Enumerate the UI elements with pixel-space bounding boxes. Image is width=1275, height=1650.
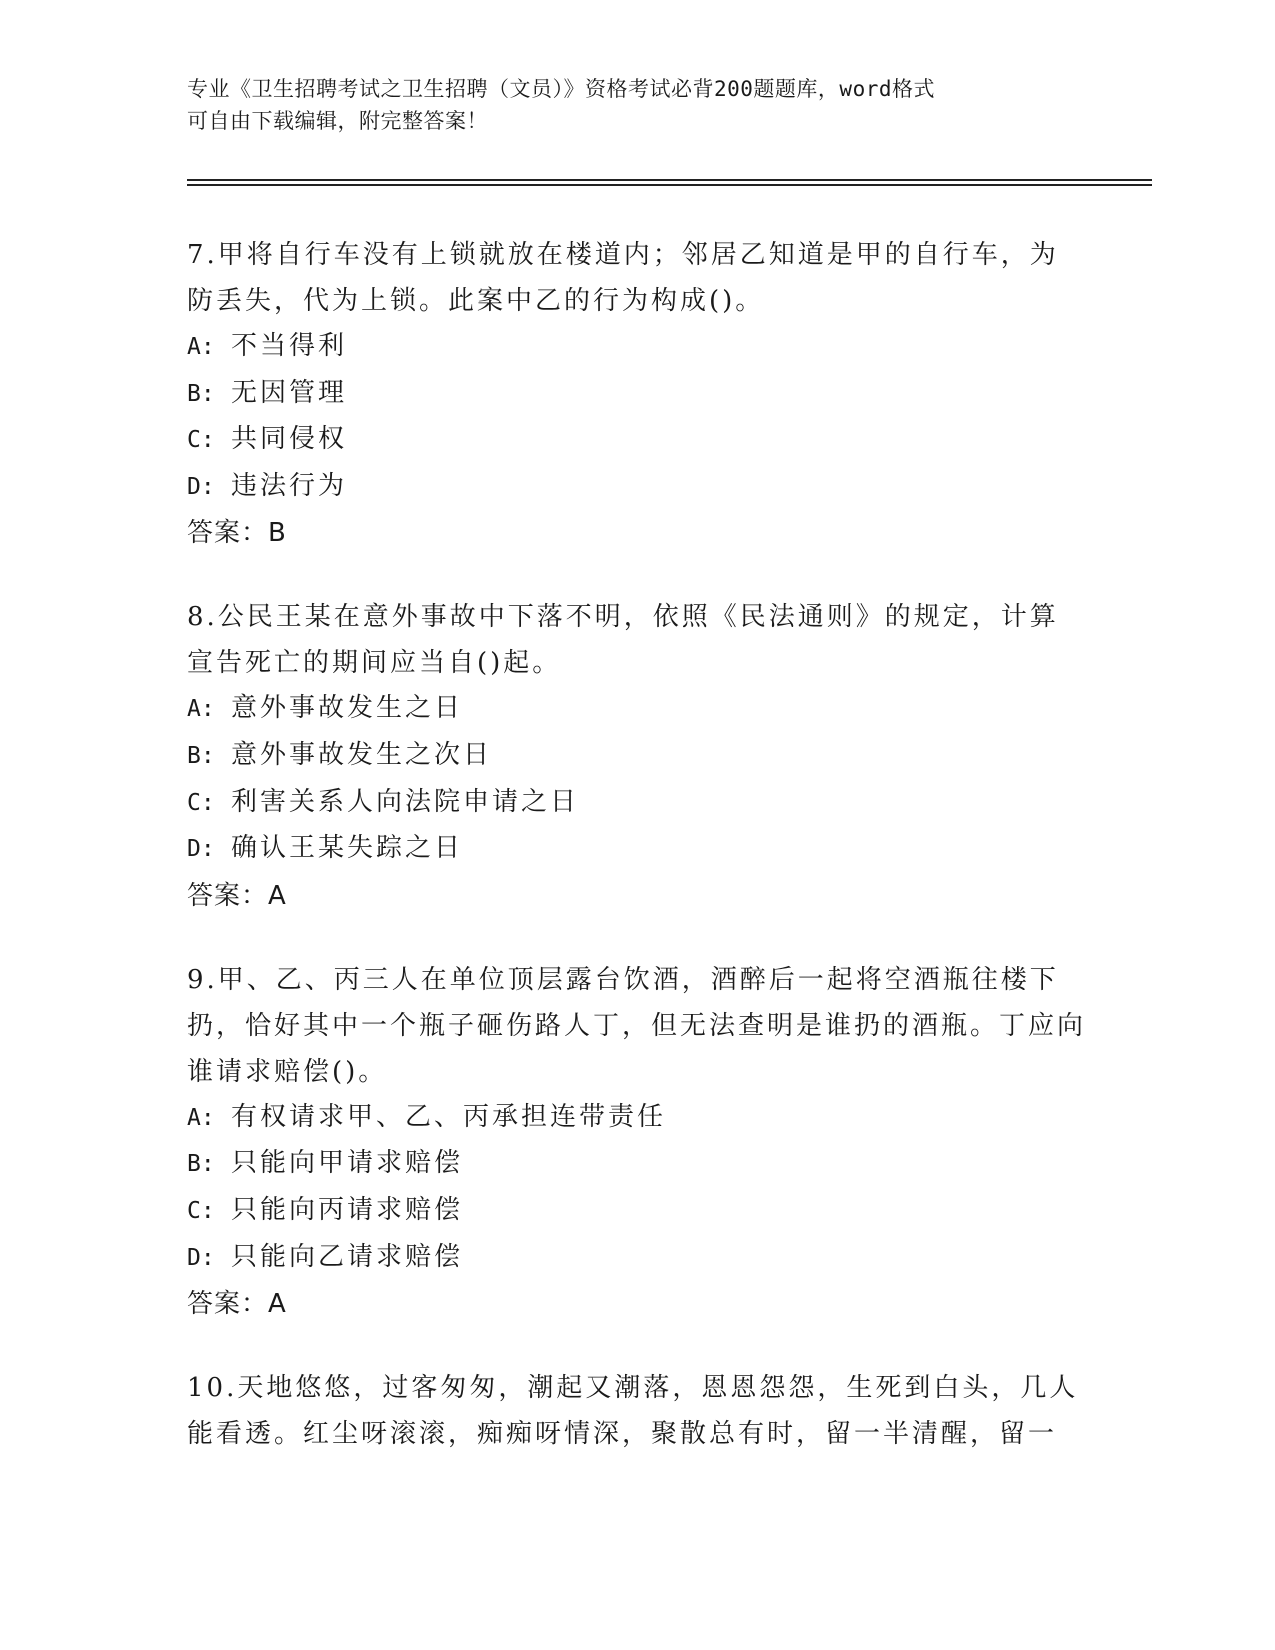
option-text: 违法行为	[231, 470, 348, 501]
option-d	[187, 464, 1087, 511]
option-a	[187, 686, 1087, 733]
question-item	[187, 594, 1087, 918]
header-subtitle-line: 可自由下载编辑，附完整答案！	[187, 109, 488, 133]
option-text: 只能向乙请求赔偿	[231, 1241, 464, 1272]
option-key: B:	[187, 742, 215, 769]
question-list	[187, 232, 1087, 1495]
option-key: D:	[187, 473, 215, 500]
option-text: 意外事故发生之日	[231, 693, 464, 724]
option-text: 确认王某失踪之日	[231, 833, 464, 864]
option-text: 只能向丙请求赔偿	[231, 1194, 464, 1225]
option-text: 无因管理	[231, 377, 348, 408]
option-c	[187, 417, 1087, 464]
option-key: D:	[187, 1244, 215, 1271]
question-stem: 8.公民王某在意外事故中下落不明，依照《民法通则》的规定，计算宣告死亡的期间应当自()起。	[187, 602, 1059, 679]
option-text: 共同侵权	[231, 424, 348, 455]
option-key: C:	[187, 1197, 215, 1224]
option-b	[187, 733, 1087, 780]
option-b	[187, 1141, 1087, 1188]
option-key: A:	[187, 1104, 215, 1131]
option-key: D:	[187, 836, 215, 863]
question-item	[187, 1365, 1087, 1457]
option-key: C:	[187, 789, 215, 816]
header-divider-bottom	[187, 184, 1152, 186]
answer-line: 答案：A	[187, 880, 287, 911]
option-text: 利害关系人向法院申请之日	[231, 786, 580, 817]
question-item	[187, 957, 1087, 1327]
question-stem: 9.甲、乙、丙三人在单位顶层露台饮酒，酒醉后一起将空酒瓶往楼下扔，恰好其中一个瓶子砸伤路人丁，但无法查明是谁扔的酒瓶。丁应向谁请求赔偿()。	[187, 964, 1087, 1087]
option-b	[187, 371, 1087, 418]
header-divider-top	[187, 179, 1152, 181]
option-c	[187, 1188, 1087, 1235]
answer-line: 答案：B	[187, 518, 287, 549]
question-stem: 7.甲将自行车没有上锁就放在楼道内；邻居乙知道是甲的自行车，为防丢失，代为上锁。此案中乙的行为构成()。	[187, 240, 1059, 316]
option-text: 意外事故发生之次日	[231, 739, 493, 770]
option-key: A:	[187, 334, 215, 360]
option-c	[187, 780, 1087, 827]
option-text: 只能向甲请求赔偿	[231, 1148, 464, 1179]
header-title-line: 专业《卫生招聘考试之卫生招聘（文员）》资格考试必背200题题库，word格式	[187, 77, 935, 101]
option-key: C:	[187, 427, 215, 454]
option-text: 不当得利	[231, 331, 348, 361]
document-header	[187, 73, 1067, 137]
option-d	[187, 826, 1087, 873]
question-stem: 10.天地悠悠，过客匆匆，潮起又潮落，恩恩怨怨，生死到白头，几人能看透。红尘呀滚滚，痴痴呀情深，聚散总有时，留一半清醒，留一	[187, 1373, 1079, 1450]
option-key: B:	[187, 1151, 215, 1178]
answer-line: 答案：A	[187, 1289, 287, 1320]
option-key: B:	[187, 380, 215, 407]
option-key: A:	[187, 696, 215, 723]
option-text: 有权请求甲、乙、丙承担连带责任	[231, 1101, 667, 1132]
option-a	[187, 1095, 1087, 1142]
question-item	[187, 232, 1087, 556]
option-d	[187, 1235, 1087, 1282]
option-a	[187, 324, 1087, 371]
